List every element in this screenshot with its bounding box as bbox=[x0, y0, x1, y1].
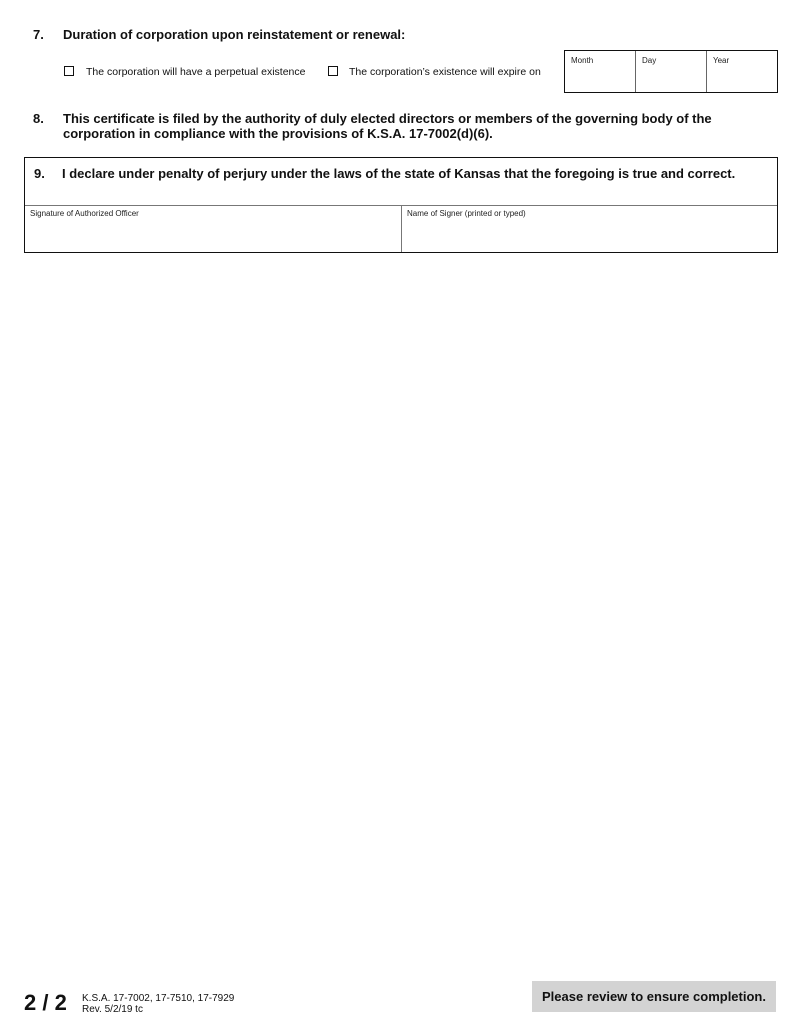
year-label: Year bbox=[713, 56, 730, 65]
day-field[interactable] bbox=[635, 51, 706, 92]
signer-name-field[interactable] bbox=[402, 205, 777, 252]
statute-references: K.S.A. 17-7002, 17-7510, 17-7929 bbox=[82, 993, 235, 1004]
section-8-line-2: corporation in compliance with the provisions of K.S.A. 17-7002(d)(6). bbox=[63, 126, 493, 141]
review-completion-button[interactable]: Please review to ensure completion. bbox=[532, 981, 776, 1012]
perpetual-existence-label: The corporation will have a perpetual existence bbox=[86, 66, 306, 78]
year-field[interactable] bbox=[706, 51, 777, 92]
section-8-number: 8. bbox=[33, 111, 44, 126]
perpetual-existence-checkbox[interactable] bbox=[64, 66, 74, 76]
month-field[interactable] bbox=[565, 51, 635, 92]
section-7-number: 7. bbox=[33, 27, 44, 42]
day-label: Day bbox=[642, 56, 657, 65]
section-7-heading: Duration of corporation upon reinstatement or renewal: bbox=[63, 27, 406, 42]
section-8-line-1: This certificate is filed by the authority of duly elected directors or members of the governing body of the bbox=[63, 111, 712, 126]
signature-field[interactable] bbox=[25, 205, 401, 252]
expiration-checkbox[interactable] bbox=[328, 66, 338, 76]
section-9-heading: I declare under penalty of perjury under the laws of the state of Kansas that the foregoing is true and correct. bbox=[62, 166, 736, 181]
signer-name-label: Name of Signer (printed or typed) bbox=[407, 209, 526, 218]
month-label: Month bbox=[571, 56, 594, 65]
revision-date: Rev. 5/2/19 tc bbox=[82, 1004, 143, 1015]
declaration-section bbox=[24, 157, 778, 253]
section-9-number: 9. bbox=[34, 166, 45, 181]
signature-label: Signature of Authorized Officer bbox=[30, 209, 139, 218]
expiration-label: The corporation’s existence will expire on bbox=[349, 66, 541, 78]
page-number: 2 / 2 bbox=[24, 990, 67, 1015]
expiration-date-box bbox=[564, 50, 778, 93]
